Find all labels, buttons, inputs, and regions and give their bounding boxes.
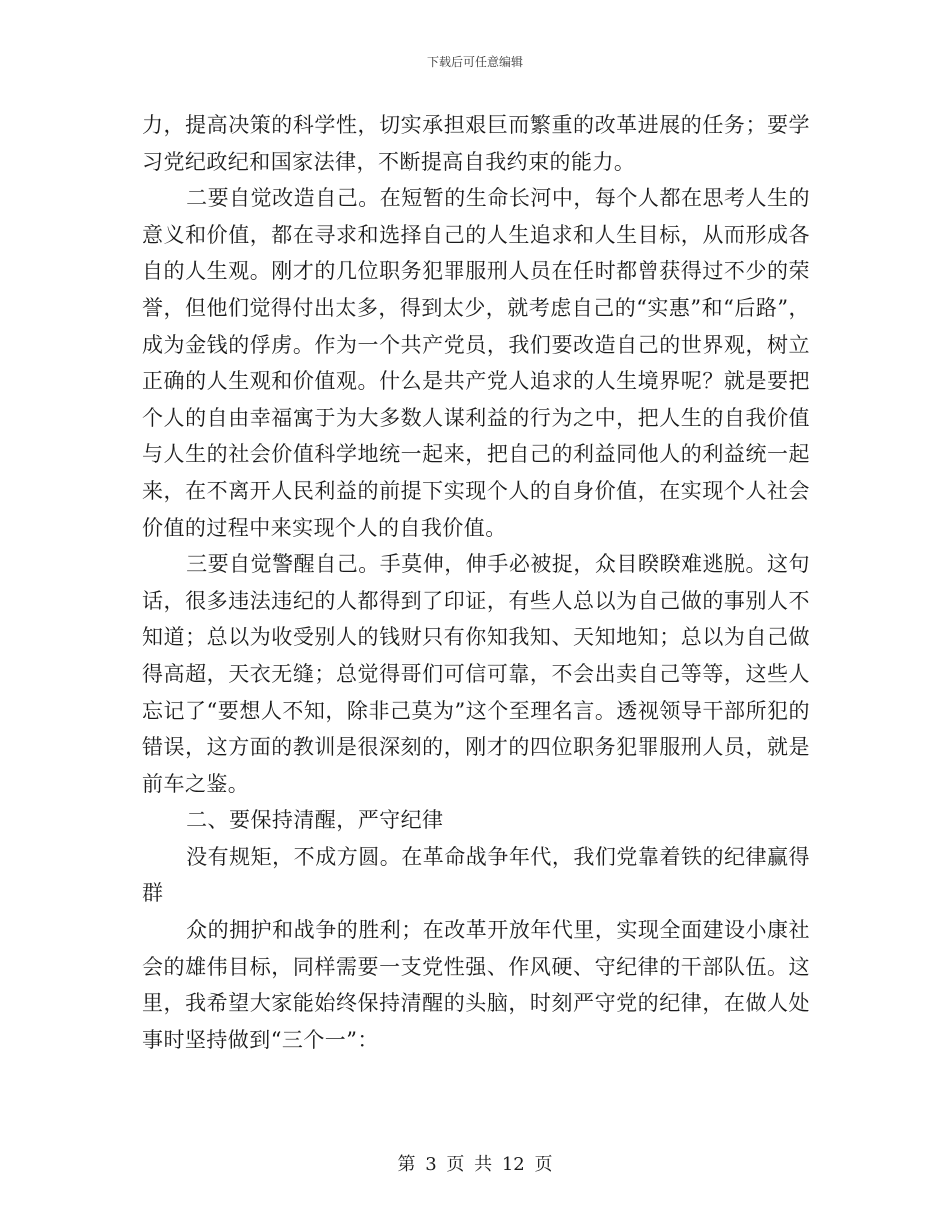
paragraph: 二要自觉改造自己。在短暂的生命长河中，每个人都在思考人生的意义和价值，都在寻求和选择自己的人生追求和人生目标，从而形成各自的人生观。刚才的几位职务犯罪服刑人员在任时都曾获得过不少的荣誉，但他们觉得付出太多，得到太少，就考虑自己的“实惠”和“后路”，成为金钱的俘虏。作为一个共产党员，我们要改造自己的世界观，树立正确的人生观和价值观。什么是共产党人追求的人生境界呢？就是要把个人的自由幸福寓于为大多数人谋利益的行为之中，把人生的自我价值与人生的社会价值科学地统一起来，把自己的利益同他人的利益统一起来，在不离开人民利益的前提下实现个人的自身价值，在实现个人社会价值的过程中来实现个人的自我价值。: [142, 186, 810, 540]
paragraph: 三要自觉警醒自己。手莫伸，伸手必被捉，众目睽睽难逃脱。这句话，很多违法违纪的人都得到了印证，有些人总以为自己做的事别人不知道；总以为收受别人的钱财只有你知我知、天知地知；总以为自己做得高超，天衣无缝；总觉得哥们可信可靠，不会出卖自己等等，这些人忘记了“要想人不知，除非己莫为”这个至理名言。透视领导干部所犯的错误，这方面的教训是很深刻的，刚才的四位职务犯罪服刑人员，就是前车之鉴。: [142, 552, 810, 796]
paragraph: 众的拥护和战争的胜利；在改革开放年代里，实现全面建设小康社会的雄伟目标，同样需要一支党性强、作风硬、守纪律的干部队伍。这里，我希望大家能始终保持清醒的头脑，时刻严守党的纪律，在做人处事时坚持做到“三个一”：: [142, 918, 810, 1052]
document-body: [142, 107, 810, 1058]
paragraph: 力，提高决策的科学性，切实承担艰巨而繁重的改革进展的任务；要学习党纪政纪和国家法律，不断提高自我约束的能力。: [142, 113, 810, 174]
page-header: 下载后可任意编辑: [426, 55, 523, 69]
page-number-footer: 第 3 页 共 12 页: [397, 1154, 553, 1175]
paragraph: 没有规矩，不成方圆。在革命战争年代，我们党靠着铁的纪律赢得群: [142, 844, 810, 906]
section-heading: 二、要保持清醒，严守纪律: [186, 808, 444, 833]
